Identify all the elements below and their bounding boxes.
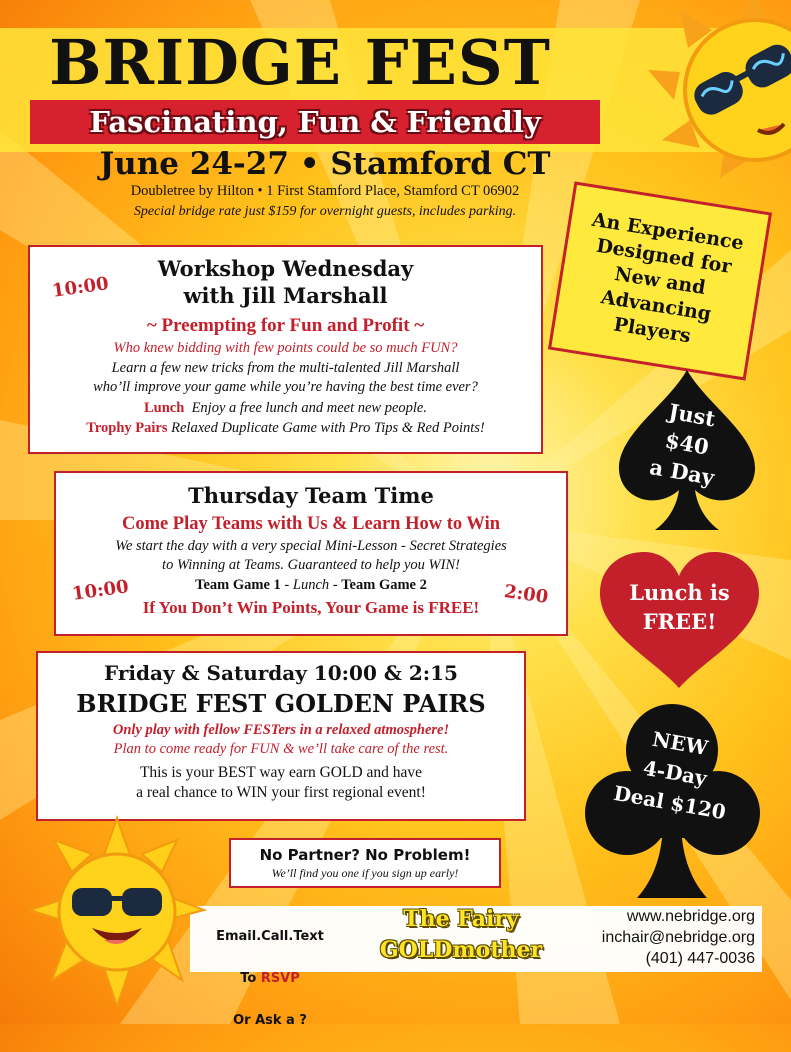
workshop-description-2: who’ll improve your game while you’re having the best time ever? [93, 379, 478, 395]
lunch-text: Enjoy a free lunch and meet new people. [191, 400, 427, 416]
sun-with-sunglasses-icon [22, 810, 212, 1010]
rsvp-line [190, 968, 350, 989]
trophy-label: Trophy Pairs [86, 420, 168, 436]
contact-methods: Email.Call.Text [216, 929, 324, 944]
golden-pairs-line-2: Plan to come ready for FUN & we’ll take care of the rest. [113, 741, 449, 757]
room-rate-note: Special bridge rate just $159 for overnight guests, includes parking. [133, 204, 517, 219]
wednesday-start-time: 10:00 [50, 273, 110, 302]
page-subtitle: Fascinating, Fun & Friendly [30, 100, 600, 144]
team-game-1: Team Game 1 [195, 577, 281, 593]
schedule-separator: - [329, 577, 342, 593]
golden-pairs-line-4: a real chance to WIN your first regional event! [136, 784, 426, 801]
experience-promo-box [548, 181, 772, 380]
free-game-guarantee: If You Don’t Win Points, Your Game is FREE! [142, 598, 480, 617]
wednesday-title: Workshop Wednesday [157, 256, 414, 281]
rsvp-prefix: To [240, 971, 261, 986]
phone-number[interactable]: (401) 447-0036 [645, 950, 755, 967]
sun-with-sunglasses-icon [640, 0, 791, 180]
golden-pairs-line-3: This is your BEST way earn GOLD and have [139, 764, 423, 781]
page-title: BRIDGE FEST [49, 26, 551, 99]
thursday-description-1: We start the day with a very special Mini-Lesson - Secret Strategies [115, 538, 507, 554]
trophy-text: Relaxed Duplicate Game with Pro Tips & Red Points! [171, 420, 485, 436]
golden-pairs-title: BRIDGE FEST GOLDEN PAIRS [76, 689, 486, 718]
no-partner-card [229, 838, 501, 888]
ask-line: Or Ask a ? [233, 1013, 307, 1028]
thursday-subtitle: Come Play Teams with Us & Learn How to Win [121, 514, 501, 534]
lunch-label: Lunch [144, 400, 185, 416]
heart-lunch-text: Lunch is FREE! [629, 580, 730, 634]
golden-pairs-line-1: Only play with fellow FESTers in a relaxed atmosphere! [112, 722, 450, 738]
no-partner-title: No Partner? No Problem! [259, 846, 471, 864]
trophy-line [30, 420, 541, 437]
team-game-2: Team Game 2 [341, 577, 427, 593]
promo-text: An Experience Designed for New and Advancing Players [590, 208, 746, 347]
email-link[interactable]: inchair@nebridge.org [601, 929, 755, 946]
thursday-start-time: 10:00 [70, 576, 130, 605]
workshop-description-1: Learn a few new tricks from the multi-talented Jill Marshall [111, 360, 460, 376]
organizer-name-line-2: GOLDmother [379, 937, 543, 963]
weekend-title: Friday & Saturday 10:00 & 2:15 [104, 661, 458, 685]
organizer-name [356, 904, 566, 966]
thursday-schedule [56, 577, 566, 594]
thursday-teams-card [54, 471, 568, 636]
club-deal-text: NEW 4-Day Deal $120 [611, 726, 728, 825]
rsvp-label: RSVP [260, 971, 300, 986]
thursday-lunch: Lunch [292, 577, 330, 593]
thursday-description-2: to Winning at Teams. Guaranteed to help you WIN! [162, 557, 460, 573]
venue-address: Doubletree by Hilton • 1 First Stamford Place, Stamford CT 06902 [130, 183, 520, 199]
golden-pairs-card [36, 651, 526, 821]
thursday-title: Thursday Team Time [188, 483, 434, 508]
contact-prompt [190, 905, 350, 1052]
no-partner-note: We’ll find you one if you sign up early! [271, 866, 459, 880]
spade-price-text: Just $40 a Day [647, 398, 718, 491]
contact-details [565, 906, 755, 969]
schedule-separator: - [280, 577, 293, 593]
event-dates: June 24-27 • Stamford CT [99, 146, 551, 182]
thursday-end-time: 2:00 [502, 581, 550, 608]
organizer-name-line-1: The Fairy [403, 906, 519, 932]
website-link[interactable]: www.nebridge.org [626, 908, 755, 925]
workshop-tagline: Who knew bidding with few points could be so much FUN? [113, 340, 458, 356]
workshop-topic: ~ Preempting for Fun and Profit ~ [146, 315, 425, 336]
wednesday-instructor: with Jill Marshall [183, 283, 388, 308]
lunch-line [30, 400, 541, 417]
